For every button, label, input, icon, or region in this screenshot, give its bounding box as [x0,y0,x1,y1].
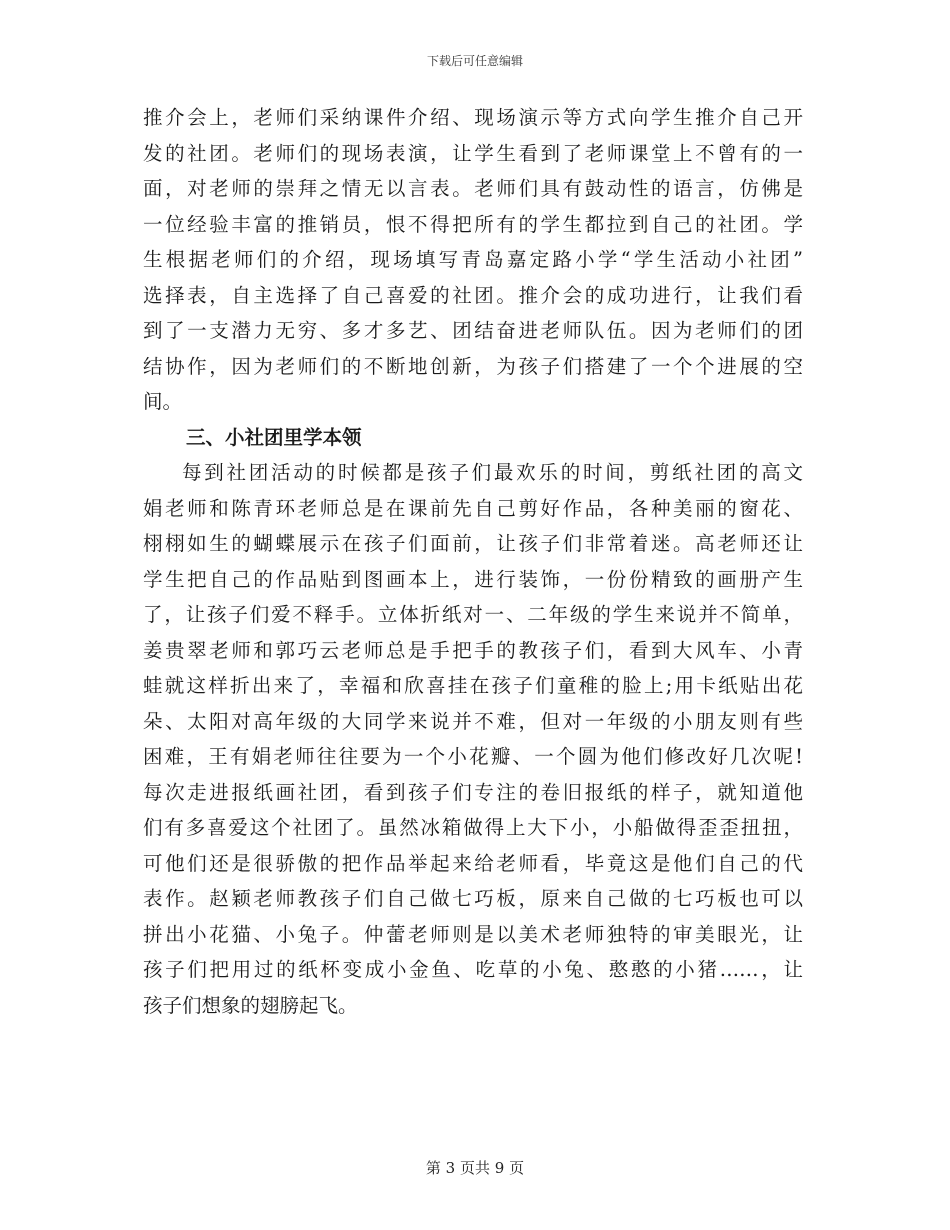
text-line: 娟老师和陈青环老师总是在课前先自己剪好作品，各种美丽的窗花、 [143,496,803,520]
text-line: 选择表，自主选择了自己喜爱的社团。推介会的成功进行，让我们看 [143,283,803,307]
text-line: 了，让孩子们爱不释手。立体折纸对一、二年级的学生来说并不简单， [143,603,803,626]
text-line: 栩栩如生的蝴蝶展示在孩子们面前，让孩子们非常着迷。高老师还让 [143,532,803,555]
text-line: 困难，王有娟老师往往要为一个小花瓣、一个圆为他们修改好几次呢! [143,745,803,768]
text-line: 孩子们把用过的纸杯变成小金鱼、吃草的小兔、憨憨的小猪……，让 [143,958,803,981]
text-line: 一位经验丰富的推销员，恨不得把所有的学生都拉到自己的社团。学 [143,212,803,236]
text-line: 间。 [143,390,183,413]
paragraph-1 [143,100,803,420]
text-line: 孩子们想象的翅膀起飞。 [143,993,358,1017]
text-line: 拼出小花猫、小兔子。仲蕾老师则是以美术老师独特的审美眼光，让 [143,922,803,946]
section-heading: 三、小社团里学本领 [186,425,362,449]
text-line: 发的社团。老师们的现场表演，让学生看到了老师课堂上不曾有的一 [143,141,803,165]
text-line: 学生把自己的作品贴到图画本上，进行装饰，一份份精致的画册产生 [143,567,803,591]
text-line: 姜贵翠老师和郭巧云老师总是手把手的教孩子们，看到大风车、小青 [143,638,803,662]
text-line: 每到社团活动的时候都是孩子们最欢乐的时间，剪纸社团的高文 [182,461,803,484]
document-body [143,100,803,1023]
text-line: 每次走进报纸画社团，看到孩子们专注的卷旧报纸的样子，就知道他 [143,780,803,804]
page-header: 下载后可任意编辑 [426,54,523,68]
text-line: 推介会上，老师们采纳课件介绍、现场演示等方式向学生推介自己开 [143,106,803,129]
text-line: 面，对老师的崇拜之情无以言表。老师们具有鼓动性的语言，仿佛是 [143,177,803,200]
text-line: 结协作，因为老师们的不断地创新，为孩子们搭建了一个个进展的空 [143,354,803,378]
text-line: 蛙就这样折出来了，幸福和欣喜挂在孩子们童稚的脸上;用卡纸贴出花 [143,674,803,697]
text-line: 生根据老师们的介绍，现场填写青岛嘉定路小学“学生活动小社团” [143,248,803,271]
text-line: 可他们还是很骄傲的把作品举起来给老师看，毕竟这是他们自己的代 [143,851,803,875]
paragraph-2 [143,455,803,1023]
text-line: 们有多喜爱这个社团了。虽然冰箱做得上大下小，小船做得歪歪扭扭， [143,816,803,839]
text-line: 表作。赵颖老师教孩子们自己做七巧板，原来自己做的七巧板也可以 [143,887,803,910]
text-line: 朵、太阳对高年级的大同学来说并不难，但对一年级的小朋友则有些 [143,709,803,733]
page-footer: 第 3 页共 9 页 [425,1159,525,1177]
text-line: 到了一支潜力无穷、多才多艺、团结奋进老师队伍。因为老师们的团 [143,319,803,342]
